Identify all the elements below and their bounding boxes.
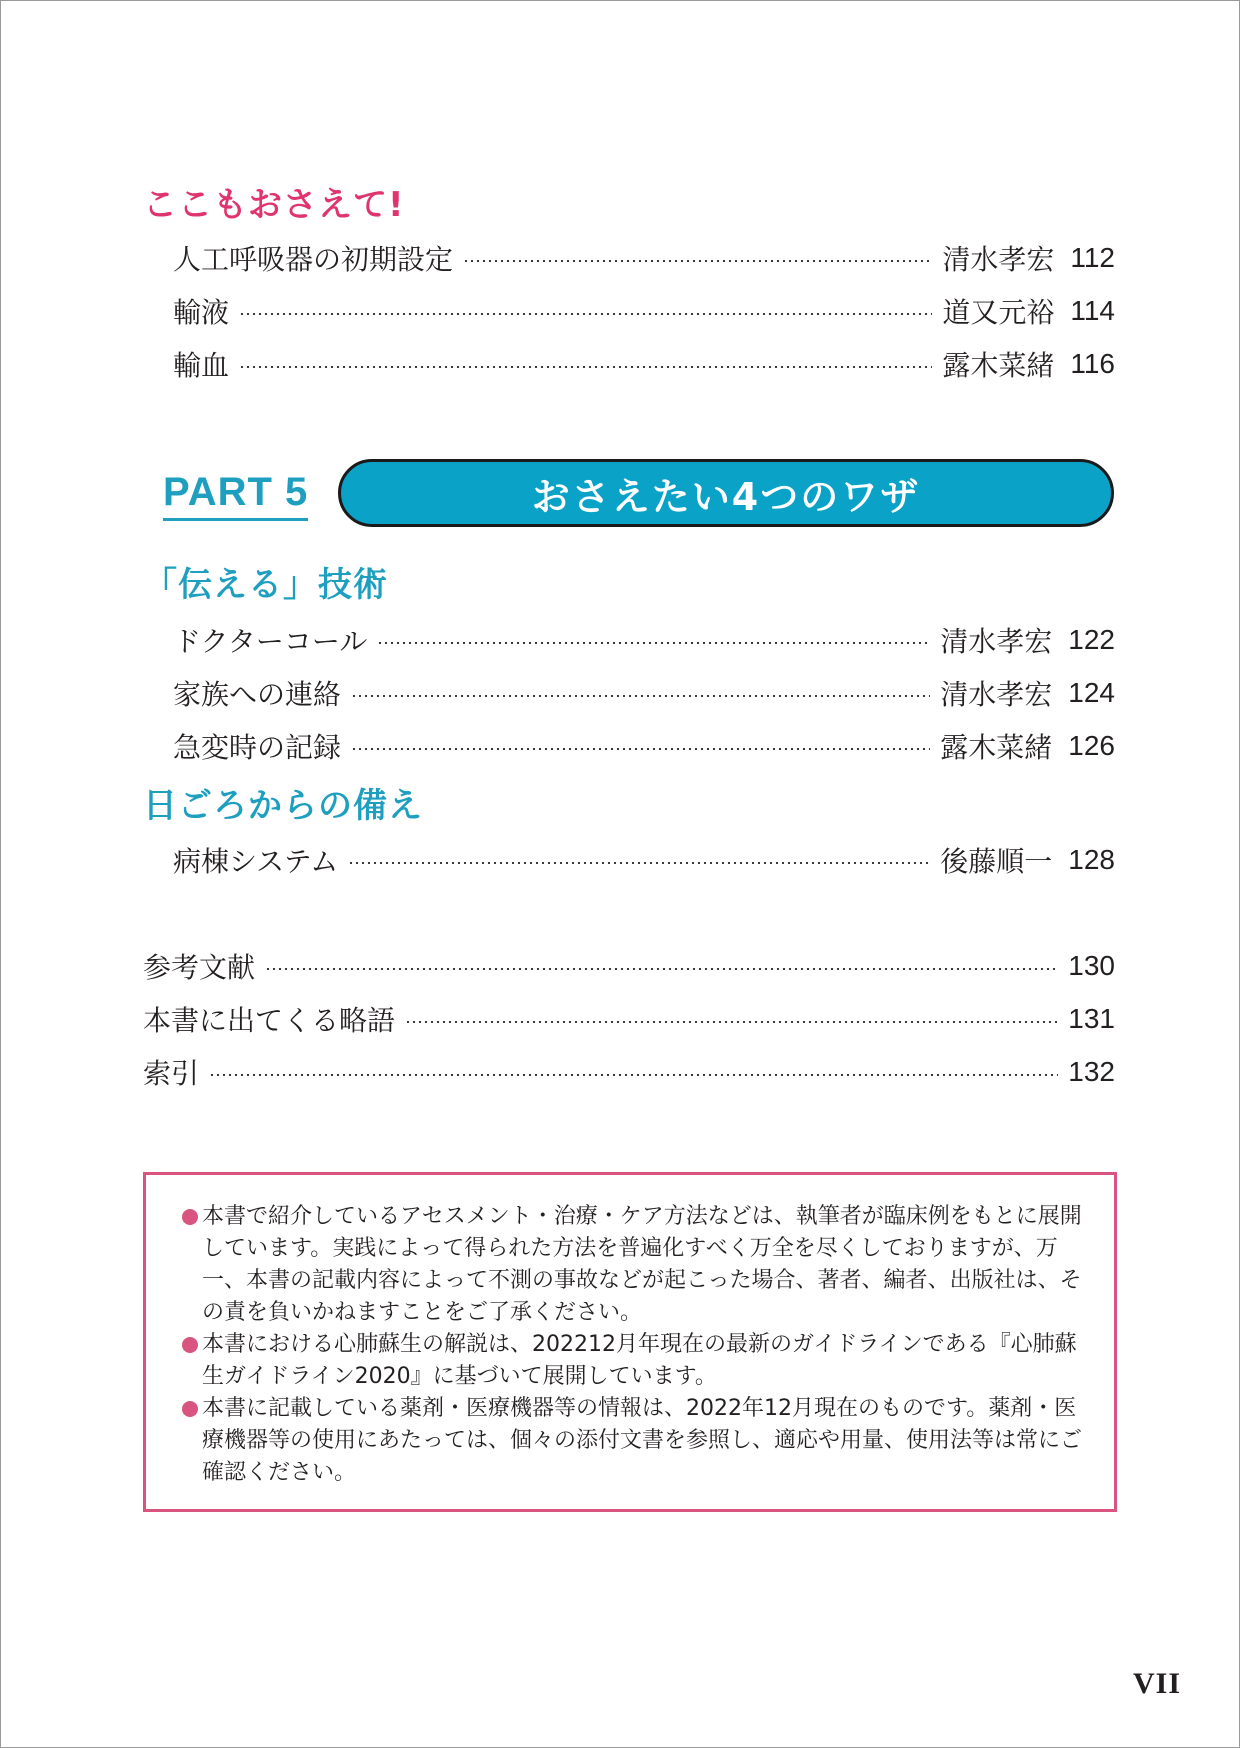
toc-entry-page: 124 xyxy=(1068,677,1115,708)
toc-entry-page: 131 xyxy=(1068,1003,1115,1034)
toc-entry-page: 132 xyxy=(1068,1056,1115,1087)
toc-entry-backmatter[interactable] xyxy=(143,946,1115,986)
toc-entry-author: 露木菜緒 xyxy=(940,731,1053,764)
notice-item xyxy=(182,1329,1084,1393)
section-heading-kokomo: ここもおさえて! xyxy=(143,185,405,225)
dot-leader xyxy=(239,366,932,368)
toc-entry-author: 露木菜緒 xyxy=(942,349,1055,382)
toc-entry-title: ドクターコール xyxy=(173,625,368,658)
toc-entry[interactable] xyxy=(173,344,1115,384)
part-banner xyxy=(338,459,1114,527)
toc-entry-title: 家族への連絡 xyxy=(173,678,342,711)
bullet-icon xyxy=(182,1401,198,1417)
toc-entry-page: 114 xyxy=(1070,295,1115,326)
toc-entry-title: 急変時の記録 xyxy=(173,731,342,764)
toc-entry-author: 道又元裕 xyxy=(942,296,1055,329)
notice-item xyxy=(182,1393,1084,1489)
toc-entry[interactable] xyxy=(173,620,1115,660)
toc-entry-page: 130 xyxy=(1068,950,1115,981)
dot-leader xyxy=(377,642,930,644)
toc-entry-author: 清水孝宏 xyxy=(940,625,1053,658)
section-heading-tsutaeru: 「伝える」技術 xyxy=(143,565,388,605)
toc-entry-title: 本書に出てくる略語 xyxy=(143,1004,396,1037)
toc-entry-title: 人工呼吸器の初期設定 xyxy=(173,243,454,276)
toc-entry-title: 参考文献 xyxy=(143,951,256,984)
toc-entry[interactable] xyxy=(173,673,1115,713)
bullet-icon xyxy=(182,1337,198,1353)
section-heading-higoro: 日ごろからの備え xyxy=(143,786,423,826)
toc-entry-page: 128 xyxy=(1068,844,1115,875)
toc-entry-author: 後藤順一 xyxy=(940,845,1053,878)
dot-leader xyxy=(265,968,1058,970)
toc-entry-page: 122 xyxy=(1068,624,1115,655)
notice-text: 本書に記載している薬剤・医療機器等の情報は、2022年12月現在のものです。薬剤・医療機器等の使用にあたっては、個々の添付文書を参照し、適応や用量、使用法等は常にご確認ください。 xyxy=(202,1396,1083,1485)
toc-entry[interactable] xyxy=(173,291,1115,331)
toc-entry-author: 清水孝宏 xyxy=(940,678,1053,711)
toc-entry-title: 病棟システム xyxy=(173,845,339,878)
toc-entry-title: 輸血 xyxy=(173,349,230,382)
toc-entry-author: 清水孝宏 xyxy=(942,243,1055,276)
toc-entry-title: 索引 xyxy=(143,1057,200,1090)
dot-leader xyxy=(239,313,932,315)
notice-text: 本書における心肺蘇生の解説は、202212月年現在の最新のガイドラインである『心肺蘇生ガイドライン2020』に基づいて展開しています。 xyxy=(202,1332,1077,1389)
toc-entry[interactable] xyxy=(173,726,1115,766)
dot-leader xyxy=(405,1021,1058,1023)
toc-entry-page: 116 xyxy=(1070,348,1115,379)
toc-entry[interactable] xyxy=(173,840,1115,880)
dot-leader xyxy=(209,1074,1058,1076)
toc-entry-title: 輸液 xyxy=(173,296,230,329)
toc-entry[interactable] xyxy=(173,238,1115,278)
toc-entry-page: 112 xyxy=(1070,242,1115,273)
part-banner-title: おさえたい4つのワザ xyxy=(531,474,921,519)
dot-leader xyxy=(351,695,930,697)
notice-text: 本書で紹介しているアセスメント・治療・ケア方法などは、執筆者が臨床例をもとに展開しています。実践によって得られた方法を普遍化すべく万全を尽くしておりますが、万一、本書の記載内容によって不測の事故などが起こった場合、著者、編者、出版社は、その責を負いかねますことをご了承ください。 xyxy=(202,1204,1082,1325)
bullet-icon xyxy=(182,1209,198,1225)
part-label: PART 5 xyxy=(163,470,308,521)
dot-leader xyxy=(351,748,930,750)
toc-entry-page: 126 xyxy=(1068,730,1115,761)
toc-entry-backmatter[interactable] xyxy=(143,1052,1115,1092)
notice-item xyxy=(182,1201,1084,1329)
page-number: VII xyxy=(1132,1667,1181,1700)
dot-leader xyxy=(463,260,932,262)
dot-leader xyxy=(348,862,930,864)
toc-entry-backmatter[interactable] xyxy=(143,999,1115,1039)
notice-box xyxy=(143,1172,1117,1512)
